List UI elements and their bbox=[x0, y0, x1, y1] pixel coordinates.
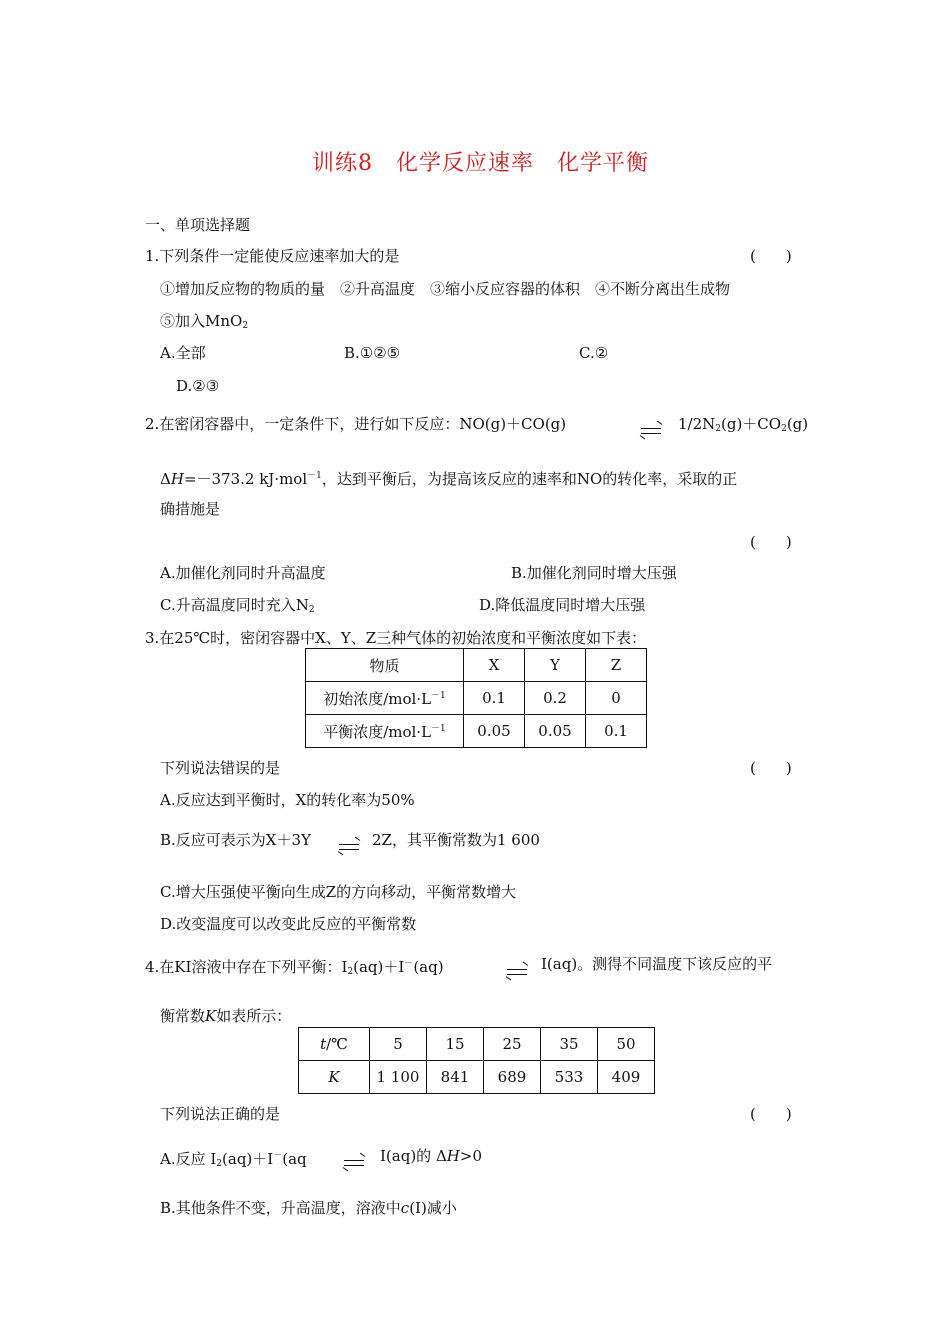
q2-option-b: B.加催化剂同时增大压强 bbox=[511, 564, 677, 582]
table-cell: 50 bbox=[598, 1028, 655, 1061]
table-row bbox=[299, 1028, 655, 1061]
table-cell: 1 100 bbox=[370, 1061, 427, 1094]
q4-a-sup: － bbox=[273, 1151, 283, 1161]
q3-prompt: 下列说法错误的是 bbox=[160, 759, 281, 777]
row-label-text: 平衡浓度/mol·L bbox=[323, 722, 432, 741]
table-row bbox=[306, 682, 647, 715]
q4-stem-sup: － bbox=[404, 959, 414, 969]
q1-option-d: D.②③ bbox=[176, 377, 220, 395]
q4-stem-b: (aq)＋I bbox=[353, 958, 405, 976]
table-cell: 0.05 bbox=[525, 715, 586, 748]
row-label-text: 初始浓度/mol·L bbox=[323, 689, 432, 708]
q4-stem-d: I(aq)。测得不同温度下该反应的平 bbox=[541, 955, 773, 973]
equilibrium-arrow-icon bbox=[641, 426, 663, 438]
table-header: Z bbox=[586, 649, 647, 682]
q1-conditions: ①增加反应物的物质的量 ②升高温度 ③缩小反应容器的体积 ④不断分离出生成物 bbox=[160, 280, 731, 298]
row-label-sup: －1 bbox=[431, 723, 446, 734]
table-row bbox=[306, 649, 647, 682]
table-cell: 5 bbox=[370, 1028, 427, 1061]
q4-line2 bbox=[160, 1006, 291, 1026]
q4-a-sub: 2 bbox=[216, 1159, 223, 1169]
q4-a-right1: I(aq)的 Δ bbox=[380, 1147, 447, 1165]
q4-a-mid: (aq)＋I bbox=[222, 1150, 274, 1168]
q2-enthalpy-value: =－373.2 kJ·mol bbox=[183, 470, 308, 488]
table-header: Y bbox=[525, 649, 586, 682]
q1-option-c: C.② bbox=[579, 344, 609, 362]
row-label-sup: －1 bbox=[431, 690, 446, 701]
q3-option-b-left: B.反应可表示为X＋3Y bbox=[160, 831, 311, 849]
t-unit: /℃ bbox=[326, 1035, 348, 1053]
q4-stem-a: 4.在KI溶液中存在下列平衡：I bbox=[145, 958, 348, 976]
page-title: 训练8 化学反应速率 化学平衡 bbox=[312, 151, 649, 176]
q3-answer-paren: ( ) bbox=[750, 759, 792, 777]
q4-line2-a: 衡常数 bbox=[160, 1007, 206, 1025]
q1-condition5 bbox=[160, 311, 248, 336]
table-cell: 0 bbox=[586, 682, 647, 715]
q3-option-d: D.改变温度可以改变此反应的平衡常数 bbox=[160, 915, 417, 933]
q3-stem: 3.在25℃时，密闭容器中X、Y、Z三种气体的初始浓度和平衡浓度如下表： bbox=[145, 629, 647, 647]
q2-delta: Δ bbox=[160, 470, 171, 488]
table-row bbox=[306, 715, 647, 748]
q1-condition5-sub: 2 bbox=[242, 321, 249, 331]
q2-product-a-sub: 2 bbox=[715, 424, 721, 434]
table-header bbox=[299, 1061, 370, 1094]
table-cell: 689 bbox=[484, 1061, 541, 1094]
q4-k: K bbox=[205, 1007, 217, 1025]
q4-prompt: 下列说法正确的是 bbox=[160, 1105, 281, 1123]
q4-option-b bbox=[160, 1198, 457, 1218]
table-header: X bbox=[464, 649, 525, 682]
q2-option-c-sub: 2 bbox=[308, 605, 315, 615]
section-heading: 一、单项选择题 bbox=[145, 216, 251, 234]
q1-option-b: B.①②⑤ bbox=[344, 344, 401, 362]
table-cell: 35 bbox=[541, 1028, 598, 1061]
q2-product-a: 1/2N bbox=[678, 415, 716, 433]
q2-line2-rest: ，达到平衡后，为提高该反应的速率和NO的转化率，采取的正 bbox=[321, 470, 738, 488]
q4-table bbox=[298, 1027, 655, 1094]
q2-answer-paren: ( ) bbox=[750, 533, 792, 551]
q4-b-right: (I)减小 bbox=[409, 1199, 457, 1217]
q3-option-c: C.增大压强使平衡向生成Z的方向移动，平衡常数增大 bbox=[160, 883, 517, 901]
q4-a-left: A.反应 I bbox=[160, 1150, 217, 1168]
q3-table bbox=[305, 648, 647, 748]
q3-option-b-right: 2Z，其平衡常数为1 600 bbox=[372, 831, 540, 849]
q4-option-a-right bbox=[380, 1146, 482, 1166]
t-label: t bbox=[320, 1035, 327, 1053]
table-header bbox=[299, 1028, 370, 1061]
q4-b-left: B.其他条件不变，升高温度，溶液中 bbox=[160, 1199, 401, 1217]
q4-a-right2: >0 bbox=[459, 1147, 482, 1165]
q2-option-c bbox=[160, 595, 315, 620]
q2-product-c: (g) bbox=[786, 415, 809, 433]
table-cell: 0.05 bbox=[464, 715, 525, 748]
table-cell: 15 bbox=[427, 1028, 484, 1061]
q2-product-b-sub: 2 bbox=[781, 424, 787, 434]
q1-condition5-prefix: ⑤加入 bbox=[160, 312, 206, 330]
table-row-label bbox=[306, 682, 464, 715]
q2-line2 bbox=[160, 466, 737, 489]
k-label: K bbox=[328, 1068, 340, 1086]
table-cell: 25 bbox=[484, 1028, 541, 1061]
q4-a-mid2: (aq bbox=[282, 1150, 307, 1168]
q1-option-a: A.全部 bbox=[160, 344, 206, 362]
q4-stem-sub: 2 bbox=[347, 967, 354, 977]
table-row bbox=[299, 1061, 655, 1094]
q4-a-h: H bbox=[446, 1147, 460, 1165]
equilibrium-arrow-icon bbox=[507, 967, 529, 979]
table-cell: 0.1 bbox=[464, 682, 525, 715]
q2-products bbox=[678, 414, 808, 439]
table-cell: 409 bbox=[598, 1061, 655, 1094]
q4-b-c: c bbox=[400, 1199, 410, 1217]
q1-condition5-formula: MnO bbox=[205, 312, 243, 330]
q2-option-a: A.加催化剂同时升高温度 bbox=[160, 564, 326, 582]
q2-option-d: D.降低温度同时增大压强 bbox=[479, 596, 646, 614]
q4-line2-b: 如表所示： bbox=[216, 1007, 292, 1025]
q4-answer-paren: ( ) bbox=[750, 1105, 792, 1123]
table-header: 物质 bbox=[306, 649, 464, 682]
q2-line3: 确措施是 bbox=[160, 500, 221, 518]
q2-product-b: (g)＋CO bbox=[721, 415, 782, 433]
table-row-label bbox=[306, 715, 464, 748]
table-cell: 0.1 bbox=[586, 715, 647, 748]
q3-option-a: A.反应达到平衡时，X的转化率为50% bbox=[160, 791, 415, 809]
q2-h: H bbox=[170, 470, 184, 488]
q1-answer-paren: ( ) bbox=[750, 247, 792, 265]
q2-stem: 2.在密闭容器中，一定条件下，进行如下反应：NO(g)＋CO(g) bbox=[145, 415, 567, 433]
q2-unit-sup: －1 bbox=[307, 471, 322, 481]
q4-option-a-left bbox=[160, 1146, 307, 1174]
q1-stem: 1.下列条件一定能使反应速率加大的是 bbox=[145, 247, 400, 265]
q4-stem-c: (aq) bbox=[413, 958, 444, 976]
table-cell: 841 bbox=[427, 1061, 484, 1094]
q4-stem bbox=[145, 954, 444, 982]
table-cell: 0.2 bbox=[525, 682, 586, 715]
equilibrium-arrow-icon bbox=[344, 1158, 366, 1170]
q2-option-c-text: C.升高温度同时充入N bbox=[160, 596, 309, 614]
table-cell: 533 bbox=[541, 1061, 598, 1094]
equilibrium-arrow-icon bbox=[339, 842, 361, 854]
